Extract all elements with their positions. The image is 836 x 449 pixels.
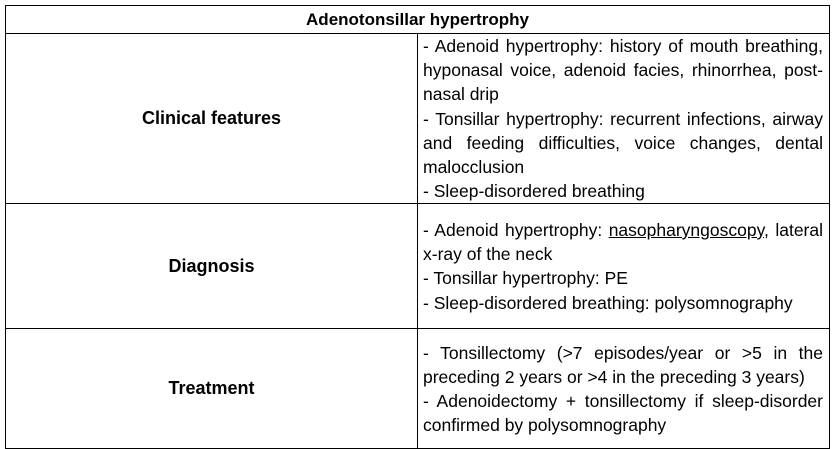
row-content-treatment [418, 329, 830, 449]
list-item: - Adenoid hypertrophy: history of mouth breathing, hyponasal voice, adenoid facies, rhinorrhea, post-nasal drip [423, 36, 823, 105]
nasopharyngoscopy-link[interactable]: nasopharyngoscopy [608, 220, 765, 241]
list-item-prefix: - Adenoid hypertrophy: [423, 220, 609, 241]
info-table [5, 5, 830, 449]
list-item: - Sleep-disordered breathing: polysomnography [423, 292, 793, 313]
list-item: - Adenoidectomy + tonsillectomy if sleep-disorder confirmed by polysomnography [423, 390, 823, 436]
row-content-clinical-features [418, 34, 830, 204]
row-label-clinical-features: Clinical features [6, 34, 418, 204]
table-title: Adenotonsillar hypertrophy [6, 6, 830, 34]
row-label-diagnosis: Diagnosis [6, 204, 418, 329]
row-content-diagnosis [418, 204, 830, 329]
table-row-treatment [6, 329, 830, 449]
list-item: - Sleep-disordered breathing [423, 181, 645, 202]
list-item [423, 218, 823, 266]
list-item-suffix: , lateral x-ray of the neck [423, 220, 823, 265]
list-item: - Tonsillar hypertrophy: recurrent infections, airway and feeding difficulties, voice changes, dental malocclusion [423, 108, 823, 178]
table-row-clinical-features [6, 34, 830, 204]
table-row-diagnosis [6, 204, 830, 329]
row-label-treatment: Treatment [6, 329, 418, 449]
list-item: - Tonsillectomy (>7 episodes/year or >5 in the preceding 2 years or >4 in the preceding 3 years) [423, 342, 823, 387]
list-item: - Tonsillar hypertrophy: PE [423, 268, 628, 289]
table-title-row [6, 6, 830, 34]
